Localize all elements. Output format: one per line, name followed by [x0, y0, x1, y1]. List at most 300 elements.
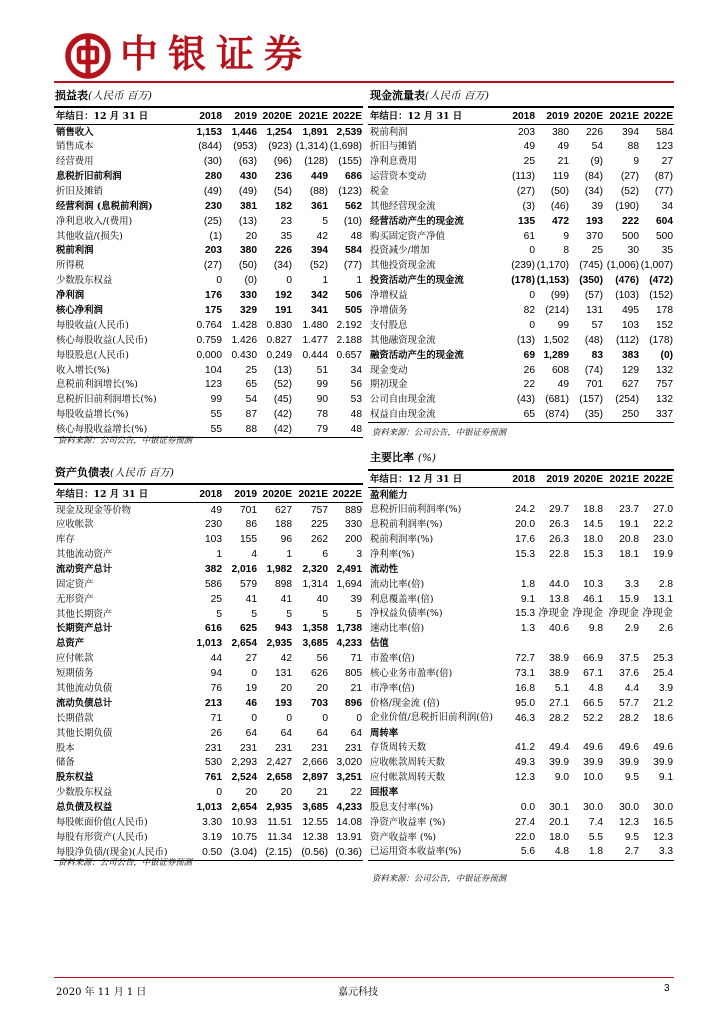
row-value: 49.4 [549, 742, 569, 754]
row-value: 0.000 [196, 349, 222, 361]
row-value: 57.7 [619, 697, 639, 709]
table-row [54, 244, 363, 259]
row-value: 28.2 [549, 712, 569, 724]
table-row [54, 652, 363, 667]
table-row [54, 548, 363, 563]
row-value: 430 [240, 171, 257, 182]
row-value: 380 [552, 126, 569, 138]
table-row [368, 318, 674, 333]
row-value: 49 [523, 141, 535, 153]
row-label: 长期资产总计 [56, 623, 113, 635]
row-label: 其他流动负债 [56, 683, 113, 695]
row-value: (63) [238, 156, 257, 168]
row-value: 25 [210, 593, 222, 605]
table-row [368, 681, 674, 696]
row-value: (953) [233, 141, 257, 153]
section-row [368, 786, 674, 801]
row-value: (13) [273, 364, 292, 376]
row-label: 经营利润 (息税前利润) [56, 200, 153, 212]
row-value: (13) [238, 215, 257, 227]
row-value: (123) [338, 185, 362, 197]
row-value: 41 [245, 593, 257, 605]
row-value: 608 [552, 364, 569, 376]
row-value: 13.8 [549, 593, 569, 605]
row-value: 2.8 [658, 578, 673, 590]
row-value: 21 [557, 156, 569, 168]
row-value: 329 [240, 305, 257, 317]
balance-source-note: 资料来源：公司公告，中银证券预测 [58, 857, 192, 867]
row-value: 191 [275, 305, 292, 317]
table-row [368, 845, 674, 860]
row-value: 3.19 [202, 831, 222, 843]
row-value: 2,897 [302, 772, 328, 784]
row-value: 54 [245, 394, 257, 406]
footer-company: 嘉元科技 [338, 987, 378, 998]
row-value: 10.93 [231, 817, 257, 829]
row-label: 每股净负债/(现金)(人民币) [54, 845, 188, 860]
row-value: 49.6 [619, 742, 639, 754]
row-value [640, 726, 674, 741]
footer-page-number: 3 [664, 983, 670, 994]
row-label: 资产收益率 (%) [370, 831, 437, 843]
row-value: 135 [518, 215, 535, 227]
table-row [368, 652, 674, 667]
row-value: 530 [205, 757, 222, 769]
row-value [502, 488, 536, 503]
row-value: 1,358 [302, 623, 328, 635]
row-label: 净利率(%) [370, 548, 415, 560]
row-value: 2,658 [266, 772, 292, 784]
row-value: (49) [203, 185, 222, 197]
brand-name: 中银证券 [120, 31, 313, 76]
row-value: 4.8 [588, 682, 603, 694]
header-year: 2021E [604, 110, 640, 125]
row-value: 1,254 [266, 126, 292, 138]
row-value [502, 637, 536, 652]
row-label: 市净率(倍) [370, 682, 415, 694]
row-value: 78 [316, 409, 328, 421]
table-row [368, 393, 674, 408]
row-value: 2,491 [336, 563, 362, 575]
row-value: 18.6 [653, 712, 673, 724]
row-value: 2,666 [302, 757, 328, 769]
row-value: (128) [304, 156, 328, 168]
row-value: 39.9 [583, 757, 603, 769]
row-value: (48) [584, 334, 603, 346]
header-year: 2022E [329, 110, 363, 125]
table-header-row [54, 110, 363, 125]
row-value: 53 [350, 394, 362, 406]
row-value: 39.9 [619, 757, 639, 769]
row-value: 26 [210, 727, 222, 739]
row-value [536, 786, 570, 801]
row-value: 1 [356, 275, 362, 287]
row-value: 200 [345, 534, 362, 546]
row-value: 898 [275, 578, 292, 590]
row-value: 30 [627, 245, 639, 257]
row-value: 188 [275, 519, 292, 531]
row-value: 21.2 [653, 697, 673, 709]
row-value: 35 [661, 245, 673, 257]
row-label: 购买固定资产净值 [370, 230, 446, 242]
row-value: 0 [529, 290, 535, 302]
row-value: 3.3 [640, 845, 674, 860]
row-value: 99 [316, 379, 328, 391]
table-row [368, 830, 674, 845]
table-row [368, 667, 674, 682]
row-label: 税前利润 [370, 126, 408, 138]
row-value: 49 [210, 504, 222, 516]
row-value: 86 [245, 519, 257, 531]
table-row [54, 562, 363, 577]
row-value: 96 [280, 534, 292, 546]
row-value: (112) [615, 334, 639, 346]
table-row [54, 259, 363, 274]
row-value [536, 488, 570, 503]
row-value: 1 [286, 549, 292, 560]
row-value: 449 [311, 171, 328, 182]
row-value: 2,524 [231, 772, 257, 784]
row-label: 投资减少/增加 [370, 245, 430, 257]
table-row [54, 786, 363, 801]
row-value: 19 [245, 683, 257, 695]
table-row [368, 274, 674, 289]
row-value: 18.0 [549, 831, 569, 843]
row-value: 39.9 [549, 757, 569, 769]
header-year: 2019 [223, 110, 258, 125]
row-label: 息税折旧前利润率(%) [370, 504, 462, 516]
row-value: 14.5 [583, 519, 603, 531]
ratios-table [368, 473, 674, 861]
row-value: (923) [268, 141, 292, 153]
row-value [640, 786, 674, 801]
row-value: 10.75 [231, 831, 257, 843]
table-row [368, 140, 674, 155]
row-value: 175 [205, 305, 222, 317]
row-value: 25.3 [653, 653, 673, 665]
table-row [368, 155, 674, 170]
row-value: 757 [656, 379, 673, 391]
row-value: 330 [345, 519, 362, 531]
row-value: 71 [350, 653, 362, 665]
row-value: (45) [273, 394, 292, 406]
row-label: 储备 [56, 757, 75, 769]
row-value: 230 [205, 200, 222, 212]
row-value: (157) [579, 394, 603, 406]
row-label: 少数股东权益 [56, 275, 113, 287]
table-row [54, 518, 363, 533]
row-value: 66.5 [583, 697, 603, 709]
row-value: 2.6 [658, 623, 673, 635]
row-value: 370 [586, 230, 603, 242]
row-value: 52.2 [583, 712, 603, 724]
row-value: 15.3 [515, 608, 535, 620]
row-value: 2,539 [336, 126, 362, 138]
row-label: 每股帐面价值(人民币) [56, 817, 148, 829]
table-row [54, 393, 363, 408]
table-row [54, 155, 363, 170]
row-value: 0.249 [266, 349, 292, 361]
row-label: 总资产 [56, 638, 85, 650]
table-row [54, 830, 363, 845]
row-value: (874) [536, 408, 570, 423]
section-row [368, 726, 674, 741]
table-row [368, 547, 674, 562]
row-value: 25 [591, 245, 603, 257]
row-value [536, 726, 570, 741]
row-value: 30.0 [653, 802, 673, 814]
row-value [640, 488, 674, 503]
income-top-rule [54, 106, 363, 108]
row-label: 盈利能力 [370, 489, 408, 501]
row-label: 每股收益(人民币) [56, 319, 129, 331]
row-value: 203 [518, 126, 535, 138]
row-value: 3 [356, 549, 362, 560]
row-value: 9 [633, 156, 639, 168]
row-value: 231 [240, 742, 257, 754]
row-value: 64 [280, 727, 292, 739]
row-label: 股东权益 [56, 772, 94, 784]
row-value: 9 [563, 230, 569, 242]
row-value: 9.1 [658, 772, 673, 784]
row-value: 2,320 [302, 563, 328, 575]
table-row [54, 607, 363, 622]
row-label: 期初现金 [370, 379, 408, 391]
row-value: 686 [345, 171, 362, 182]
row-value: 12.55 [302, 817, 328, 829]
row-value: 584 [656, 126, 673, 138]
row-label: 现金及现金等价物 [56, 504, 132, 516]
row-value: 56 [350, 379, 362, 391]
row-value: 193 [586, 215, 603, 227]
row-value: (239) [511, 260, 535, 272]
row-value: 2,427 [266, 757, 292, 769]
row-value: (1,153) [536, 275, 569, 287]
row-value: (30) [203, 156, 222, 168]
row-label: 息税前利润率(%) [370, 519, 443, 531]
row-label: 净利息收入/(费用) [56, 215, 133, 227]
row-value: 4,233 [336, 802, 362, 814]
row-value: 37.5 [619, 653, 639, 665]
row-value: 82 [523, 305, 535, 317]
row-value: 42 [280, 653, 292, 665]
row-value: 73.1 [515, 668, 535, 680]
row-label: 市盈率(倍) [370, 653, 415, 665]
row-value: 155 [240, 534, 257, 546]
row-label: 总负债及权益 [56, 802, 113, 814]
row-value: (1,006) [606, 260, 639, 272]
row-value: 25 [523, 156, 535, 168]
row-value: 48 [329, 423, 363, 438]
row-value [570, 726, 604, 741]
table-row [54, 533, 363, 548]
row-label: 利息覆盖率(倍) [370, 593, 434, 605]
row-value: 27 [245, 653, 257, 665]
row-value [640, 562, 674, 577]
row-value: 10.3 [583, 578, 603, 590]
row-label: 其他投资现金流 [370, 260, 436, 272]
row-label: 应付帐款周转天数 [370, 772, 446, 784]
table-row [54, 170, 363, 185]
row-value: (190) [615, 200, 639, 212]
header-year: 2019 [536, 473, 570, 488]
row-value: 28.2 [619, 712, 639, 724]
row-value: 805 [345, 668, 362, 680]
table-row [54, 318, 363, 333]
row-value: 132 [656, 364, 673, 376]
row-label: 折旧与摊销 [370, 141, 417, 153]
row-value: 18.0 [583, 534, 603, 545]
header-year: 2022E [640, 110, 674, 125]
row-value: (155) [338, 156, 362, 168]
row-value: (25) [203, 215, 222, 227]
row-value: (34) [273, 260, 292, 272]
row-value: 净现金 [608, 608, 639, 620]
row-value: 1,289 [543, 349, 569, 361]
table-row [368, 259, 674, 274]
row-value: 226 [586, 126, 603, 138]
row-label: 其他长期资产 [56, 608, 113, 620]
row-value: 16.5 [653, 816, 673, 828]
row-value [570, 786, 604, 801]
row-value: (77) [343, 260, 362, 272]
row-value: 20 [316, 683, 328, 695]
row-value: 230 [205, 519, 222, 531]
row-value: 11.34 [267, 831, 292, 843]
row-value: 203 [205, 245, 222, 257]
row-label: 存货周转天数 [370, 742, 427, 754]
table-row [54, 801, 363, 816]
row-value: 26.3 [549, 534, 569, 545]
row-value: 225 [311, 519, 328, 531]
row-value: 12.3 [653, 831, 673, 843]
table-row [54, 711, 363, 726]
row-value: 39.9 [653, 757, 673, 769]
header-year: 2019 [223, 488, 258, 503]
table-row [54, 378, 363, 393]
row-value: 500 [622, 230, 639, 242]
row-value: 55 [188, 423, 223, 438]
row-label: 折旧及摊销 [56, 185, 103, 197]
row-label: 每股收益增长(%) [56, 409, 129, 421]
row-value [604, 488, 640, 503]
row-value: 1.477 [302, 334, 328, 346]
row-value: 49.6 [653, 742, 673, 754]
table-row [54, 184, 363, 199]
table-row [368, 816, 674, 831]
bank-of-china-logo-icon [64, 32, 112, 80]
row-value: (10) [343, 215, 362, 227]
row-value: 129 [622, 364, 639, 376]
row-value: 9.1 [520, 593, 535, 605]
row-value: 34 [661, 200, 673, 212]
row-value: (87) [654, 171, 673, 182]
row-value: 506 [345, 290, 362, 302]
row-value: 13.1 [653, 593, 673, 605]
table-row [54, 622, 363, 637]
row-value: (13) [516, 334, 535, 346]
row-value: 17.6 [515, 534, 535, 545]
row-value: (1,007) [640, 260, 673, 272]
row-value [640, 637, 674, 652]
row-value: 380 [240, 245, 257, 257]
row-label: 回报率 [370, 787, 399, 799]
row-value: 231 [205, 742, 222, 754]
row-label: 税前利润 [56, 245, 94, 257]
row-value: (350) [579, 275, 603, 287]
header-label: 年结日：12 月 31 日 [368, 473, 502, 488]
row-value: 1,314 [302, 578, 328, 590]
row-value: 0.657 [336, 349, 362, 361]
row-value: 176 [205, 290, 222, 302]
row-label: 净利息费用 [370, 156, 417, 168]
row-label: 企业价值/息税折旧前利润(倍) [370, 712, 493, 724]
row-value: 24.2 [515, 504, 535, 516]
row-label: 其他融资现金流 [370, 334, 436, 346]
row-value [604, 637, 640, 652]
row-label: 现金变动 [370, 364, 408, 376]
row-value: 49 [557, 379, 569, 391]
row-value: 0 [286, 275, 292, 287]
table-row [54, 408, 363, 423]
table-row [54, 348, 363, 363]
row-value: 26 [523, 364, 535, 376]
balance-top-rule [54, 483, 363, 485]
row-value [536, 637, 570, 652]
row-value: 29.7 [549, 504, 569, 516]
row-value: 38.9 [549, 668, 569, 680]
table-header-row [54, 488, 363, 503]
row-value: 123 [205, 379, 222, 391]
row-value: 152 [656, 319, 673, 331]
table-row [368, 696, 674, 711]
row-value: 23.0 [653, 534, 673, 545]
row-value: 262 [311, 534, 328, 546]
table-row [54, 140, 363, 155]
row-value: 99 [557, 319, 569, 331]
row-value: 95.0 [515, 697, 535, 709]
table-row [54, 592, 363, 607]
table-header-row [368, 110, 674, 125]
row-value: 1,446 [231, 126, 257, 138]
header-year: 2019 [536, 110, 570, 125]
header-year: 2020E [570, 110, 604, 125]
table-row [54, 637, 363, 652]
row-value: 0.764 [196, 319, 222, 331]
row-label: 短期债务 [56, 668, 94, 680]
row-value: 1.428 [231, 319, 257, 331]
row-value: (3.04) [223, 845, 258, 860]
row-value: 44.0 [549, 578, 569, 590]
row-value: 72.7 [515, 653, 535, 665]
row-value: (2.15) [258, 845, 293, 860]
row-value: 46 [245, 697, 257, 709]
row-value: (52) [309, 260, 328, 272]
row-value: 1,891 [302, 126, 328, 138]
row-label: 所得税 [56, 260, 85, 272]
table-row [54, 682, 363, 697]
section-row [368, 637, 674, 652]
row-value: 5.5 [588, 831, 603, 843]
row-value: 337 [640, 408, 674, 423]
row-label: 股本 [56, 742, 75, 754]
row-value: 42 [316, 230, 328, 242]
table-row [368, 592, 674, 607]
row-value: 0.827 [266, 334, 292, 346]
row-value: 1,013 [196, 638, 222, 650]
row-value: (96) [273, 156, 292, 168]
income-source-note: 资料来源：公司公告，中银证券预测 [58, 435, 192, 445]
